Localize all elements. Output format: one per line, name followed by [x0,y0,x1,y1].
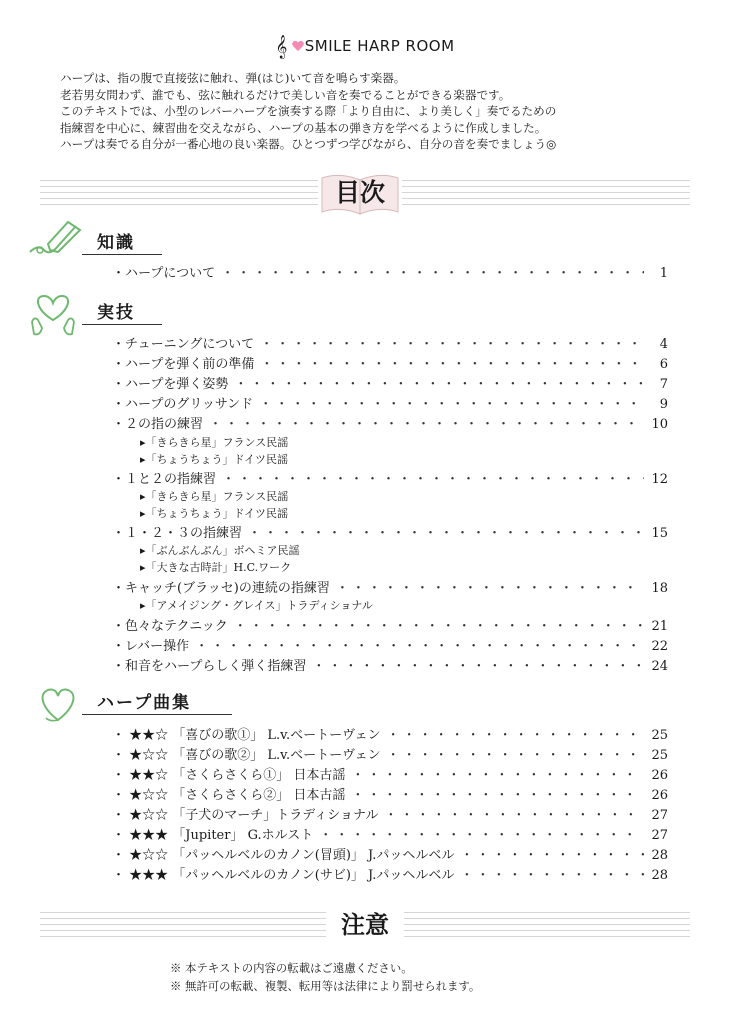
toc-title: 目次 [318,170,402,216]
toc-entry-page: 28 [651,848,668,863]
toc-entry-page: 25 [651,728,668,743]
toc-entry[interactable] [112,804,668,822]
toc-entry-label: ・２の指の練習 [112,417,204,432]
intro-line: ハープは、指の腹で直接弦に触れ、弾(はじ)いて音を鳴らす楽器。 [60,71,406,85]
section-underline [82,714,232,715]
toc-entry[interactable] [112,522,668,540]
leader-dots [460,844,644,863]
toc-subentry: ▸「ちょうちょう」ドイツ民謡 [140,507,288,520]
toc-entry[interactable] [112,784,668,802]
toc-entry[interactable] [112,353,668,371]
intro-line: 老若男女問わず、誰でも、弦に触れるだけで美しい音を奏でることができる楽器です。 [60,87,511,102]
toc-entry[interactable] [112,333,668,351]
leader-dots [248,522,644,541]
toc-entry-label: ・１と２の指練習 [112,472,217,487]
toc-entry[interactable] [112,262,668,280]
section-title-practice: 実技 [97,303,135,323]
leader-dots [351,784,644,803]
toc-entry-label: ・チューニングについて [112,337,255,352]
toc-entry[interactable] [112,864,668,882]
toc-entry-page: 6 [659,357,668,372]
heart-hands-icon [28,292,78,338]
section-underline [82,254,162,255]
toc-entry[interactable] [112,635,668,653]
toc-entry[interactable] [112,393,668,411]
section-underline [82,324,162,325]
leader-dots [260,353,644,372]
toc-subentry: ▸「ぶんぶんぶん」ボヘミア民謡 [140,544,300,557]
leader-dots [259,393,644,412]
leader-dots [260,333,644,352]
leader-dots [234,373,644,392]
toc-entry-label: ・ ★★☆ 「さくらさくら①」 日本古謡 [112,768,346,783]
toc-entry-page: 22 [651,639,668,654]
leader-dots [234,615,644,634]
leader-dots [384,804,644,823]
toc-entry[interactable] [112,844,668,862]
brand-name: SMILE HARP ROOM [304,37,455,55]
section-title-songs: ハープ曲集 [97,693,192,713]
toc-entry-label: ・ ★★★ 「パッヘルベルのカノン(サビ)」 J.パッヘルベル [112,868,455,883]
notice-title: 注意 [326,904,404,946]
toc-entry[interactable] [112,724,668,742]
toc-entry-page: 26 [651,768,668,783]
heart-outline-icon [36,682,80,726]
toc-subentry: ▸「きらきら星」フランス民謡 [140,436,289,449]
intro-line: 指練習を中心に、練習曲を交えながら、ハープの基本の弾き方を学べるように作成しました。 [60,120,547,135]
leader-dots [351,764,644,783]
toc-entry-page: 27 [651,808,668,823]
toc-entry-label: ・ハープのグリッサンド [112,397,254,412]
toc-entry-label: ・ハープを弾く前の準備 [112,357,255,372]
toc-entry-page: 1 [659,266,668,281]
treble-clef-icon: 𝄞 [275,34,288,58]
intro-paragraph [60,70,690,153]
toc-subentry: ▸「アメイジング・グレイス」トラディショナル [140,599,373,612]
toc-entry-page: 10 [651,417,668,432]
toc-subentry: ▸「ちょうちょう」ドイツ民謡 [140,453,288,466]
toc-entry-label: ・色々なテクニック [112,619,228,634]
intro-line: このテキストでは、小型のレバーハープを演奏する際「より自由に、より美しく」奏でるための [60,104,557,118]
toc-entry-page: 25 [651,748,668,763]
notice-line: ※ 無許可の転載、複製、転用等は法律により罰せられます。 [170,979,481,993]
toc-entry-label: ・ ★☆☆ 「パッヘルベルのカノン(冒頭)」 J.パッヘルベル [112,848,455,863]
toc-entry-page: 12 [651,472,668,487]
toc-entry-label: ・ ★★☆ 「喜びの歌①」 L.v.ベートーヴェン [112,728,381,743]
toc-subentry: ▸「大きな古時計」H.C.ワーク [140,561,292,574]
toc-entry-page: 27 [651,828,668,843]
toc-entry-label: ・ ★☆☆ 「子犬のマーチ」トラディショナル [112,808,379,823]
toc-entry-page: 4 [659,337,668,352]
toc-entry-label: ・和音をハープらしく弾く指練習 [112,659,307,674]
toc-entry[interactable] [112,744,668,762]
leader-dots [195,635,644,654]
brand-logo [0,34,730,58]
toc-entry-label: ・ハープを弾く姿勢 [112,377,229,392]
toc-entry-page: 7 [659,377,668,392]
heart-icon [292,41,304,52]
toc-entry-label: ・キャッチ(ブラッセ)の連続の指練習 [112,581,330,596]
toc-entry-label: ・ ★★★ 「Jupiter」 G.ホルスト [112,828,314,843]
leader-dots [387,744,644,763]
section-title-knowledge: 知識 [97,233,135,253]
leader-dots [460,864,644,883]
toc-entry[interactable] [112,764,668,782]
toc-entry[interactable] [112,824,668,842]
leader-dots [336,577,644,596]
toc-entry-page: 9 [659,397,668,412]
leader-dots [387,724,644,743]
leader-dots [319,824,644,843]
leader-dots [222,468,644,487]
toc-entry[interactable] [112,468,668,486]
toc-entry-page: 24 [651,659,668,674]
toc-entry-page: 26 [651,788,668,803]
toc-entry-page: 18 [651,581,668,596]
toc-entry-label: ・１・２・３の指練習 [112,526,243,541]
toc-subentry: ▸「きらきら星」フランス民謡 [140,490,289,503]
toc-entry-label: ・ハープについて [112,266,216,281]
pencil-icon [28,218,84,258]
toc-entry-page: 15 [651,526,668,541]
toc-entry-page: 28 [651,868,668,883]
toc-entry-label: ・レバー操作 [112,639,190,654]
leader-dots [312,655,644,674]
toc-entry[interactable] [112,577,668,595]
intro-line: ハープは奏でる自分が一番心地の良い楽器。ひとつずつ学びながら、自分の音を奏でましょう◎ [60,137,557,151]
toc-entry[interactable] [112,373,668,391]
leader-dots [221,262,644,281]
toc-entry[interactable] [112,413,668,431]
toc-entry[interactable] [112,615,668,633]
toc-entry-page: 21 [651,619,668,634]
leader-dots [209,413,644,432]
notice-line: ※ 本テキストの内容の転載はご遠慮ください。 [170,961,413,975]
toc-entry[interactable] [112,655,668,673]
toc-entry-label: ・ ★☆☆ 「さくらさくら②」 日本古謡 [112,788,346,803]
toc-entry-label: ・ ★☆☆ 「喜びの歌②」 L.v.ベートーヴェン [112,748,381,763]
